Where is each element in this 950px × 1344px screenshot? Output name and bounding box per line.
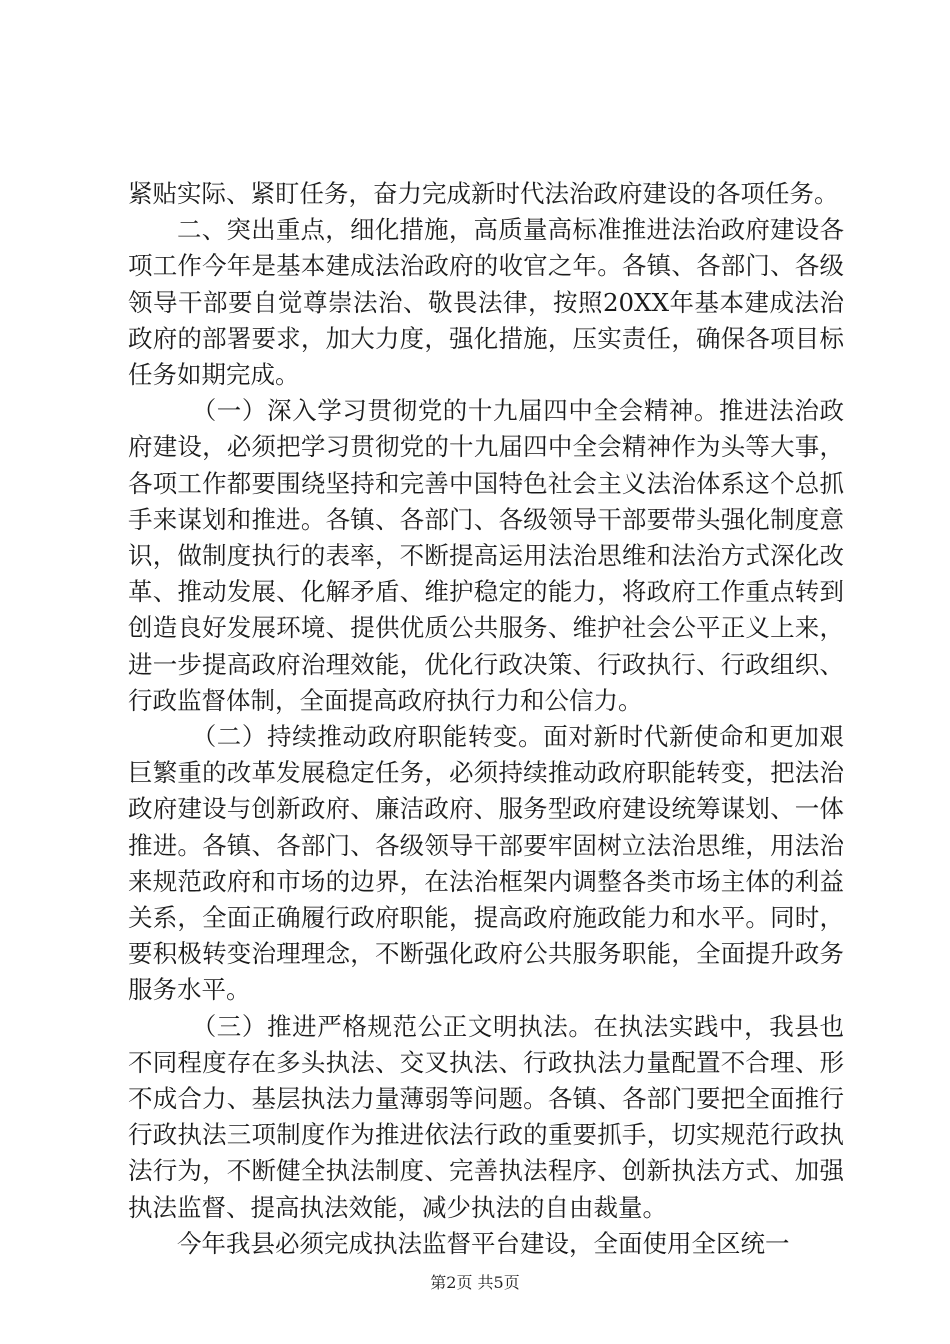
paragraph-item-two: （二）持续推动政府职能转变。面对新时代新使命和更加艰巨繁重的改革发展稳定任务，必须持续推动政府职能转变，把法治政府建设与创新政府、廉洁政府、服务型政府建设统筹谋划、一体推进。各镇、各部门、各级领导干部要牢固树立法治思维，用法治来规范政府和市场的边界，在法治框架内调整各类市场主体的利益关系，全面正确履行政府职能，提高政府施政能力和水平。同时，要积极转变治理理念，不断强化政府公共服务职能，全面提升政务服务水平。 [128,722,844,1005]
page-footer: 第2页 共5页 [430,1273,520,1292]
paragraph-section-two: 二、突出重点，细化措施，高质量高标准推进法治政府建设各项工作今年是基本建成法治政府的收官之年。各镇、各部门、各级领导干部要自觉尊崇法治、敬畏法律，按照20XX年基本建成法治政府的部署要求，加大力度，强化措施，压实责任，确保各项目标任务如期完成。 [128,215,844,390]
paragraph-item-three: （三）推进严格规范公正文明执法。在执法实践中，我县也不同程度存在多头执法、交叉执法、行政执法力量配置不合理、形不成合力、基层执法力量薄弱等问题。各镇、各部门要把全面推行行政执法三项制度作为推进依法行政的重要抓手，切实规范行政执法行为，不断健全执法制度、完善执法程序、创新执法方式、加强执法监督、提高执法效能，减少执法的自由裁量。 [128,1011,844,1222]
paragraph-item-one: （一）深入学习贯彻党的十九届四中全会精神。推进法治政府建设，必须把学习贯彻党的十九届四中全会精神作为头等大事，各项工作都要围绕坚持和完善中国特色社会主义法治体系这个总抓手来谋划和推进。各镇、各部门、各级领导干部要带头强化制度意识，做制度执行的表率，不断提高运用法治思维和法治方式深化改革、推动发展、化解矛盾、维护稳定的能力，将政府工作重点转到创造良好发展环境、提供优质公共服务、维护社会公平正义上来，进一步提高政府治理效能，优化行政决策、行政执行、行政组织、行政监督体制，全面提高政府执行力和公信力。 [128,396,844,715]
paragraph-continuation: 紧贴实际、紧盯任务，奋力完成新时代法治政府建设的各项任务。 [128,179,839,208]
document-body [128,176,844,1262]
paragraph-platform: 今年我县必须完成执法监督平台建设，全面使用全区统一 [177,1228,790,1258]
